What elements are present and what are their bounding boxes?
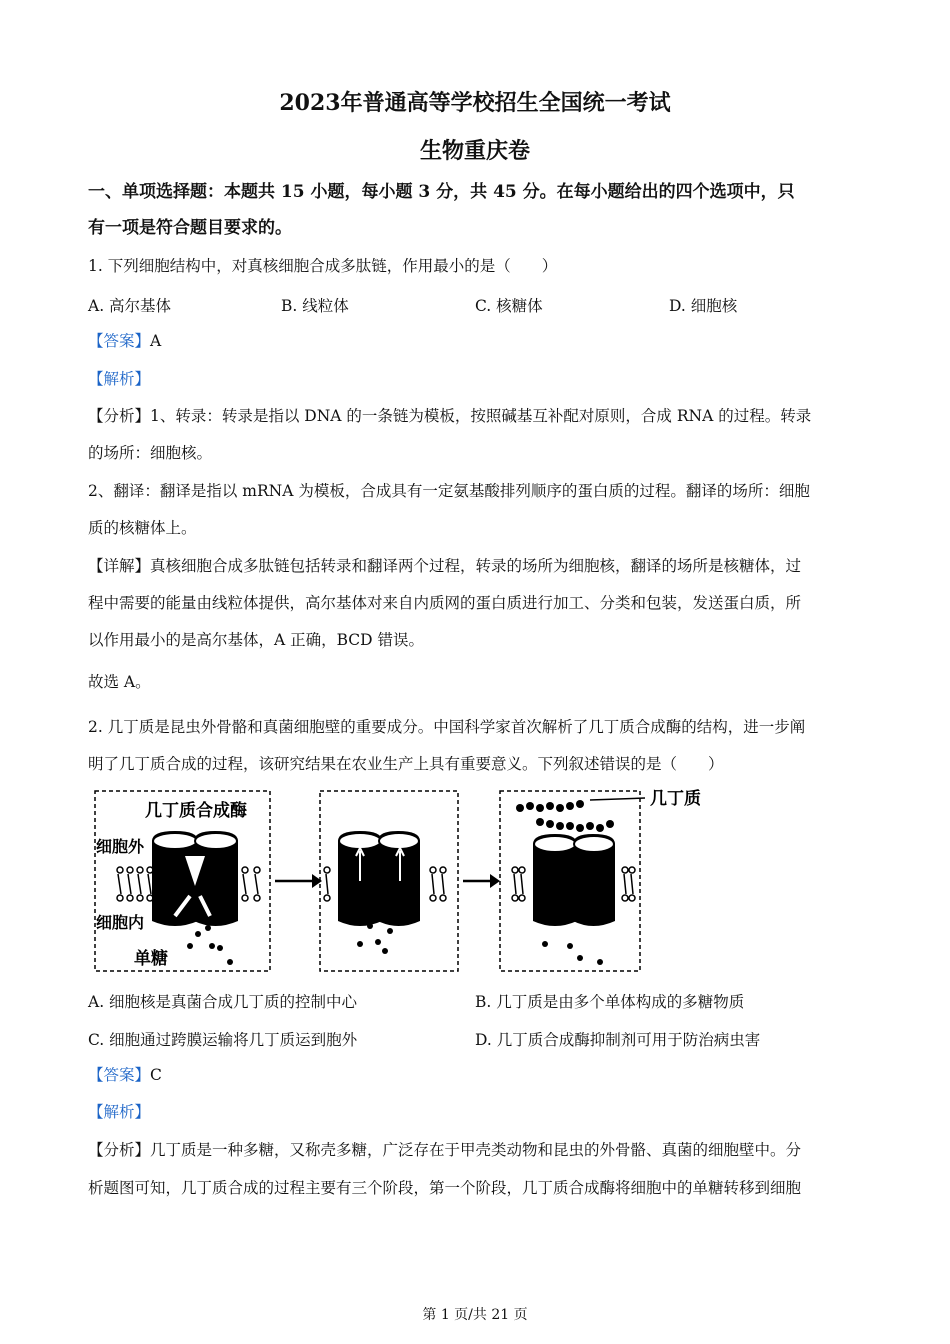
label-inside: 细胞内 — [96, 913, 145, 932]
q1-option-c: C. 核糖体 — [475, 297, 543, 315]
fenxi-tag: 【分析】 — [88, 407, 151, 425]
q1-fenxi-line4: 质的核糖体上。 — [88, 519, 197, 537]
page-number: 第 1 页/共 21 页 — [422, 1307, 528, 1323]
q2-fenxi-line2: 析题图可知，几丁质合成的过程主要有三个阶段，第一个阶段，几丁质合成酶将细胞中的单糖转移到细胞 — [88, 1179, 802, 1197]
q2-stem-line2: 明了几丁质合成的过程，该研究结果在农业生产上具有重要意义。下列叙述错误的是（ ） — [88, 755, 724, 773]
q1-fenxi-line3: 2、翻译：翻译是指以 mRNA 为模板，合成具有一定氨基酸排列顺序的蛋白质的过程。翻译的场所：细胞 — [88, 482, 810, 500]
sugar-dots — [542, 941, 603, 965]
chitin-synthesis-figure — [90, 786, 730, 976]
q1-analysis-heading — [88, 369, 868, 389]
arrow-1 — [275, 874, 322, 888]
chitin-chain — [516, 800, 614, 832]
q2-option-a: A. 细胞核是真菌合成几丁质的控制中心 — [88, 993, 358, 1011]
fenxi-tag: 【分析】 — [88, 1141, 151, 1159]
q1-detail-line1 — [88, 556, 868, 576]
q2-answer — [88, 1065, 868, 1085]
label-enzyme: 几丁质合成酶 — [145, 801, 247, 821]
q1-option-d: D. 细胞核 — [669, 297, 738, 315]
detail-tag: 【详解】 — [88, 557, 151, 575]
answer-value: C — [150, 1066, 162, 1084]
q1-fenxi-line2: 的场所：细胞核。 — [88, 444, 213, 462]
membrane-lipids-right — [242, 867, 260, 901]
enzyme-cylinder — [338, 831, 420, 926]
figure-panel-3 — [500, 788, 701, 971]
q2-option-b: B. 几丁质是由多个单体构成的多糖物质 — [475, 993, 745, 1011]
membrane-lipids-left — [117, 867, 153, 901]
q1-conclusion: 故选 A。 — [88, 673, 151, 691]
q1-answer — [88, 331, 868, 351]
answer-tag: 【答案】 — [88, 332, 151, 350]
q1-detail-line2: 程中需要的能量由线粒体提供，高尔基体对来自内质网的蛋白质进行加工、分类和包装，发送蛋白质，所 — [88, 594, 802, 612]
section-heading-line2: 有一项是符合题目要求的。 — [88, 218, 292, 238]
q2-option-c: C. 细胞通过跨膜运输将几丁质运到胞外 — [88, 1031, 358, 1049]
q2-stem-line1: 2. 几丁质是昆虫外骨骼和真菌细胞壁的重要成分。中国科学家首次解析了几丁质合成酶的结构，进一步阐 — [88, 718, 806, 736]
fenxi-text: 1、转录：转录是指以 DNA 的一条链为模板，按照碱基互补配对原则，合成 RNA 的过程。转录 — [150, 407, 812, 425]
q1-detail-line3: 以作用最小的是高尔基体，A 正确，BCD 错误。 — [88, 631, 425, 649]
sugar-dots — [187, 925, 233, 965]
figure-panel-2 — [320, 791, 458, 971]
q2-analysis-heading — [88, 1102, 868, 1122]
analysis-tag: 【解析】 — [88, 370, 151, 388]
label-chitin: 几丁质 — [650, 789, 701, 809]
q1-fenxi-line1 — [88, 406, 868, 426]
q1-option-a: A. 高尔基体 — [88, 297, 172, 315]
section-heading-line1: 一、单项选择题：本题共 15 小题，每小题 3 分，共 45 分。在每小题给出的四个选项中，只 — [88, 182, 795, 202]
analysis-tag: 【解析】 — [88, 1103, 151, 1121]
arrow-2 — [463, 874, 500, 888]
enzyme-cylinder — [533, 834, 615, 926]
detail-text: 真核细胞合成多肽链包括转录和翻译两个过程，转录的场所为细胞核，翻译的场所是核糖体，过 — [150, 557, 802, 575]
exam-subtitle: 生物重庆卷 — [419, 138, 530, 164]
q2-fenxi-line1 — [88, 1140, 868, 1160]
figure-panel-1 — [95, 791, 270, 971]
answer-tag: 【答案】 — [88, 1066, 151, 1084]
fenxi-text: 几丁质是一种多糖，又称壳多糖，广泛存在于甲壳类动物和昆虫的外骨骼、真菌的细胞壁中。分 — [150, 1141, 802, 1159]
sugar-dots — [357, 923, 393, 954]
q2-option-d: D. 几丁质合成酶抑制剂可用于防治病虫害 — [475, 1031, 761, 1049]
exam-title: 2023年普通高等学校招生全国统一考试 — [279, 90, 671, 116]
q1-stem: 1. 下列细胞结构中，对真核细胞合成多肽链，作用最小的是（ ） — [88, 257, 558, 275]
enzyme-cylinder — [152, 831, 238, 926]
label-sugar: 单糖 — [134, 949, 168, 969]
q1-option-b: B. 线粒体 — [281, 297, 349, 315]
label-outside: 细胞外 — [96, 837, 145, 856]
answer-value: A — [150, 332, 162, 350]
